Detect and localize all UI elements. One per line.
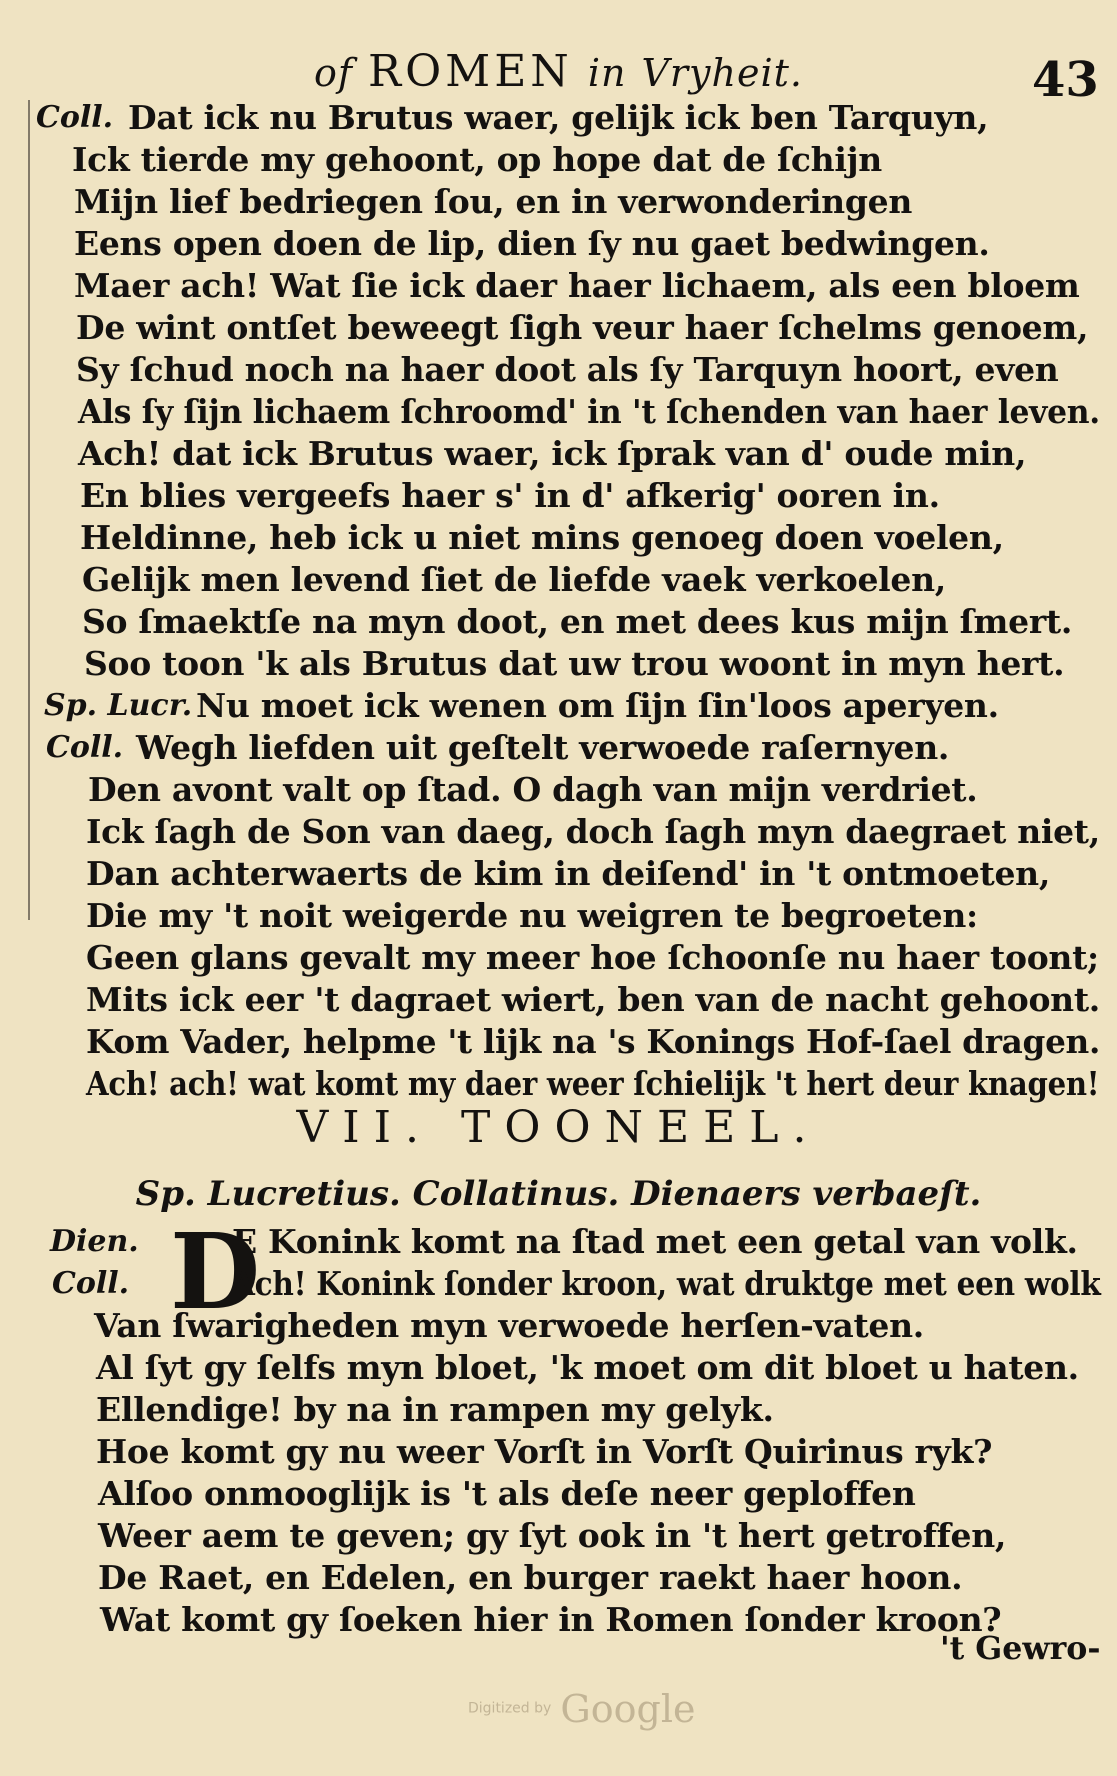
speaker-coll: Coll. (36, 100, 114, 135)
verse-line: Den avont valt op ſtad. O dagh van mijn verdriet. (88, 770, 978, 809)
verse-line: Van ſwarigheden myn verwoede herſen-vaten. (94, 1306, 924, 1345)
verse-line: Soo toon 'k als Brutus dat uw trou woont in myn hert. (84, 644, 1065, 683)
drop-cap: D (170, 1210, 261, 1333)
verse-line: Mijn lief bedriegen ſou, en in verwonderingen (74, 182, 913, 221)
verse-line: Kom Vader, helpme 't lijk na 's Konings Hof-ſael dragen. (86, 1022, 1101, 1061)
speaker-coll: Coll. (52, 1266, 130, 1301)
verse-line: So ſmaektſe na myn doot, en met dees kus mijn ſmert. (82, 602, 1073, 641)
watermark-google: Google (560, 1686, 696, 1731)
verse-line: Ach! Konink ſonder kroon, wat druktge met een wolk (232, 1264, 1101, 1303)
verse-line: De Raet, en Edelen, en burger raekt haer hoon. (98, 1558, 963, 1597)
running-head (0, 42, 1117, 103)
verse-line: Gelijk men levend ſiet de liefde vaek verkoelen, (82, 560, 946, 599)
verse-line: Mits ick eer 't dagraet wiert, ben van de nacht gehoont. (86, 980, 1100, 1019)
verse-line: Ach! dat ick Brutus waer, ick ſprak van d' oude min, (78, 434, 1027, 473)
verse-line: En blies vergeefs haer s' in d' afkerig' ooren in. (80, 476, 940, 515)
verse-line: E Konink komt na ſtad met een getal van volk. (232, 1222, 1078, 1261)
watermark-digitized-by: Digitized by (468, 1700, 552, 1717)
running-head-vryheit: Vryheit. (641, 51, 803, 95)
scene-cast-list: Sp. Lucretius. Collatinus. Dienaers verbaeſt. (135, 1174, 982, 1214)
verse-line: Heldinne, heb ick u niet mins genoeg doen voelen, (80, 518, 1004, 557)
verse-line: Sy ſchud noch na haer doot als ſy Tarquyn hoort, even (76, 350, 1059, 389)
verse-line: Ick tierde my gehoont, op hope dat de ſchijn (72, 140, 882, 179)
verse-line: Al ſyt gy ſelfs myn bloet, 'k moet om dit bloet u haten. (96, 1348, 1079, 1387)
binding-edge-rule (28, 100, 30, 920)
verse-line: De wint ontſet beweegt ſigh veur haer ſchelms genoem, (76, 308, 1089, 347)
verse-line: Alſoo onmooglijk is 't als deſe neer geploffen (98, 1474, 916, 1513)
verse-line: Geen glans gevalt my meer hoe ſchoonſe nu haer toont; (86, 938, 1099, 977)
running-head-of: of (313, 51, 353, 95)
verse-line: Nu moet ick wenen om ſijn ſin'loos aperyen. (196, 686, 999, 725)
verse-line: Weer aem te geven; gy ſyt ook in 't hert getroffen, (98, 1516, 1007, 1555)
speaker-dien: Dien. (50, 1224, 139, 1259)
verse-line: Ach! ach! wat komt my daer weer ſchielijk 't hert deur knagen! (86, 1064, 1100, 1103)
verse-line: Ellendige! by na in rampen my gelyk. (96, 1390, 774, 1429)
verse-line: Als ſy ſijn lichaem ſchroomd' in 't ſchenden van haer leven. (78, 392, 1100, 431)
page-number: 43 (1032, 52, 1099, 108)
digitized-watermark (468, 1688, 695, 1729)
verse-line: Wegh liefden uit geſtelt verwoede raſernyen. (136, 728, 950, 767)
catchword: 't Gewro- (940, 1629, 1101, 1667)
running-head-romen: ROMEN (367, 46, 573, 97)
verse-line: Wat komt gy ſoeken hier in Romen ſonder kroon? (100, 1600, 1002, 1639)
running-head-in: in (587, 51, 627, 95)
verse-line: Dat ick nu Brutus waer, gelijk ick ben Tarquyn, (128, 98, 989, 137)
verse-line: Ick ſagh de Son van daeg, doch ſagh myn daegraet niet, (86, 812, 1100, 851)
verse-line: Maer ach! Wat ſie ick daer haer lichaem, als een bloem (74, 266, 1080, 305)
verse-line: Eens open doen de lip, dien ſy nu gaet bedwingen. (74, 224, 990, 263)
scene-title: VII. TOONEEL. (296, 1102, 821, 1153)
verse-line: Hoe komt gy nu weer Vorſt in Vorſt Quirinus ryk? (96, 1432, 993, 1471)
verse-line: Die my 't noit weigerde nu weigren te begroeten: (86, 896, 978, 935)
speaker-sp-lucr: Sp. Lucr. (44, 688, 193, 723)
speaker-coll: Coll. (46, 730, 124, 765)
verse-line: Dan achterwaerts de kim in deiſend' in 't ontmoeten, (86, 854, 1051, 893)
